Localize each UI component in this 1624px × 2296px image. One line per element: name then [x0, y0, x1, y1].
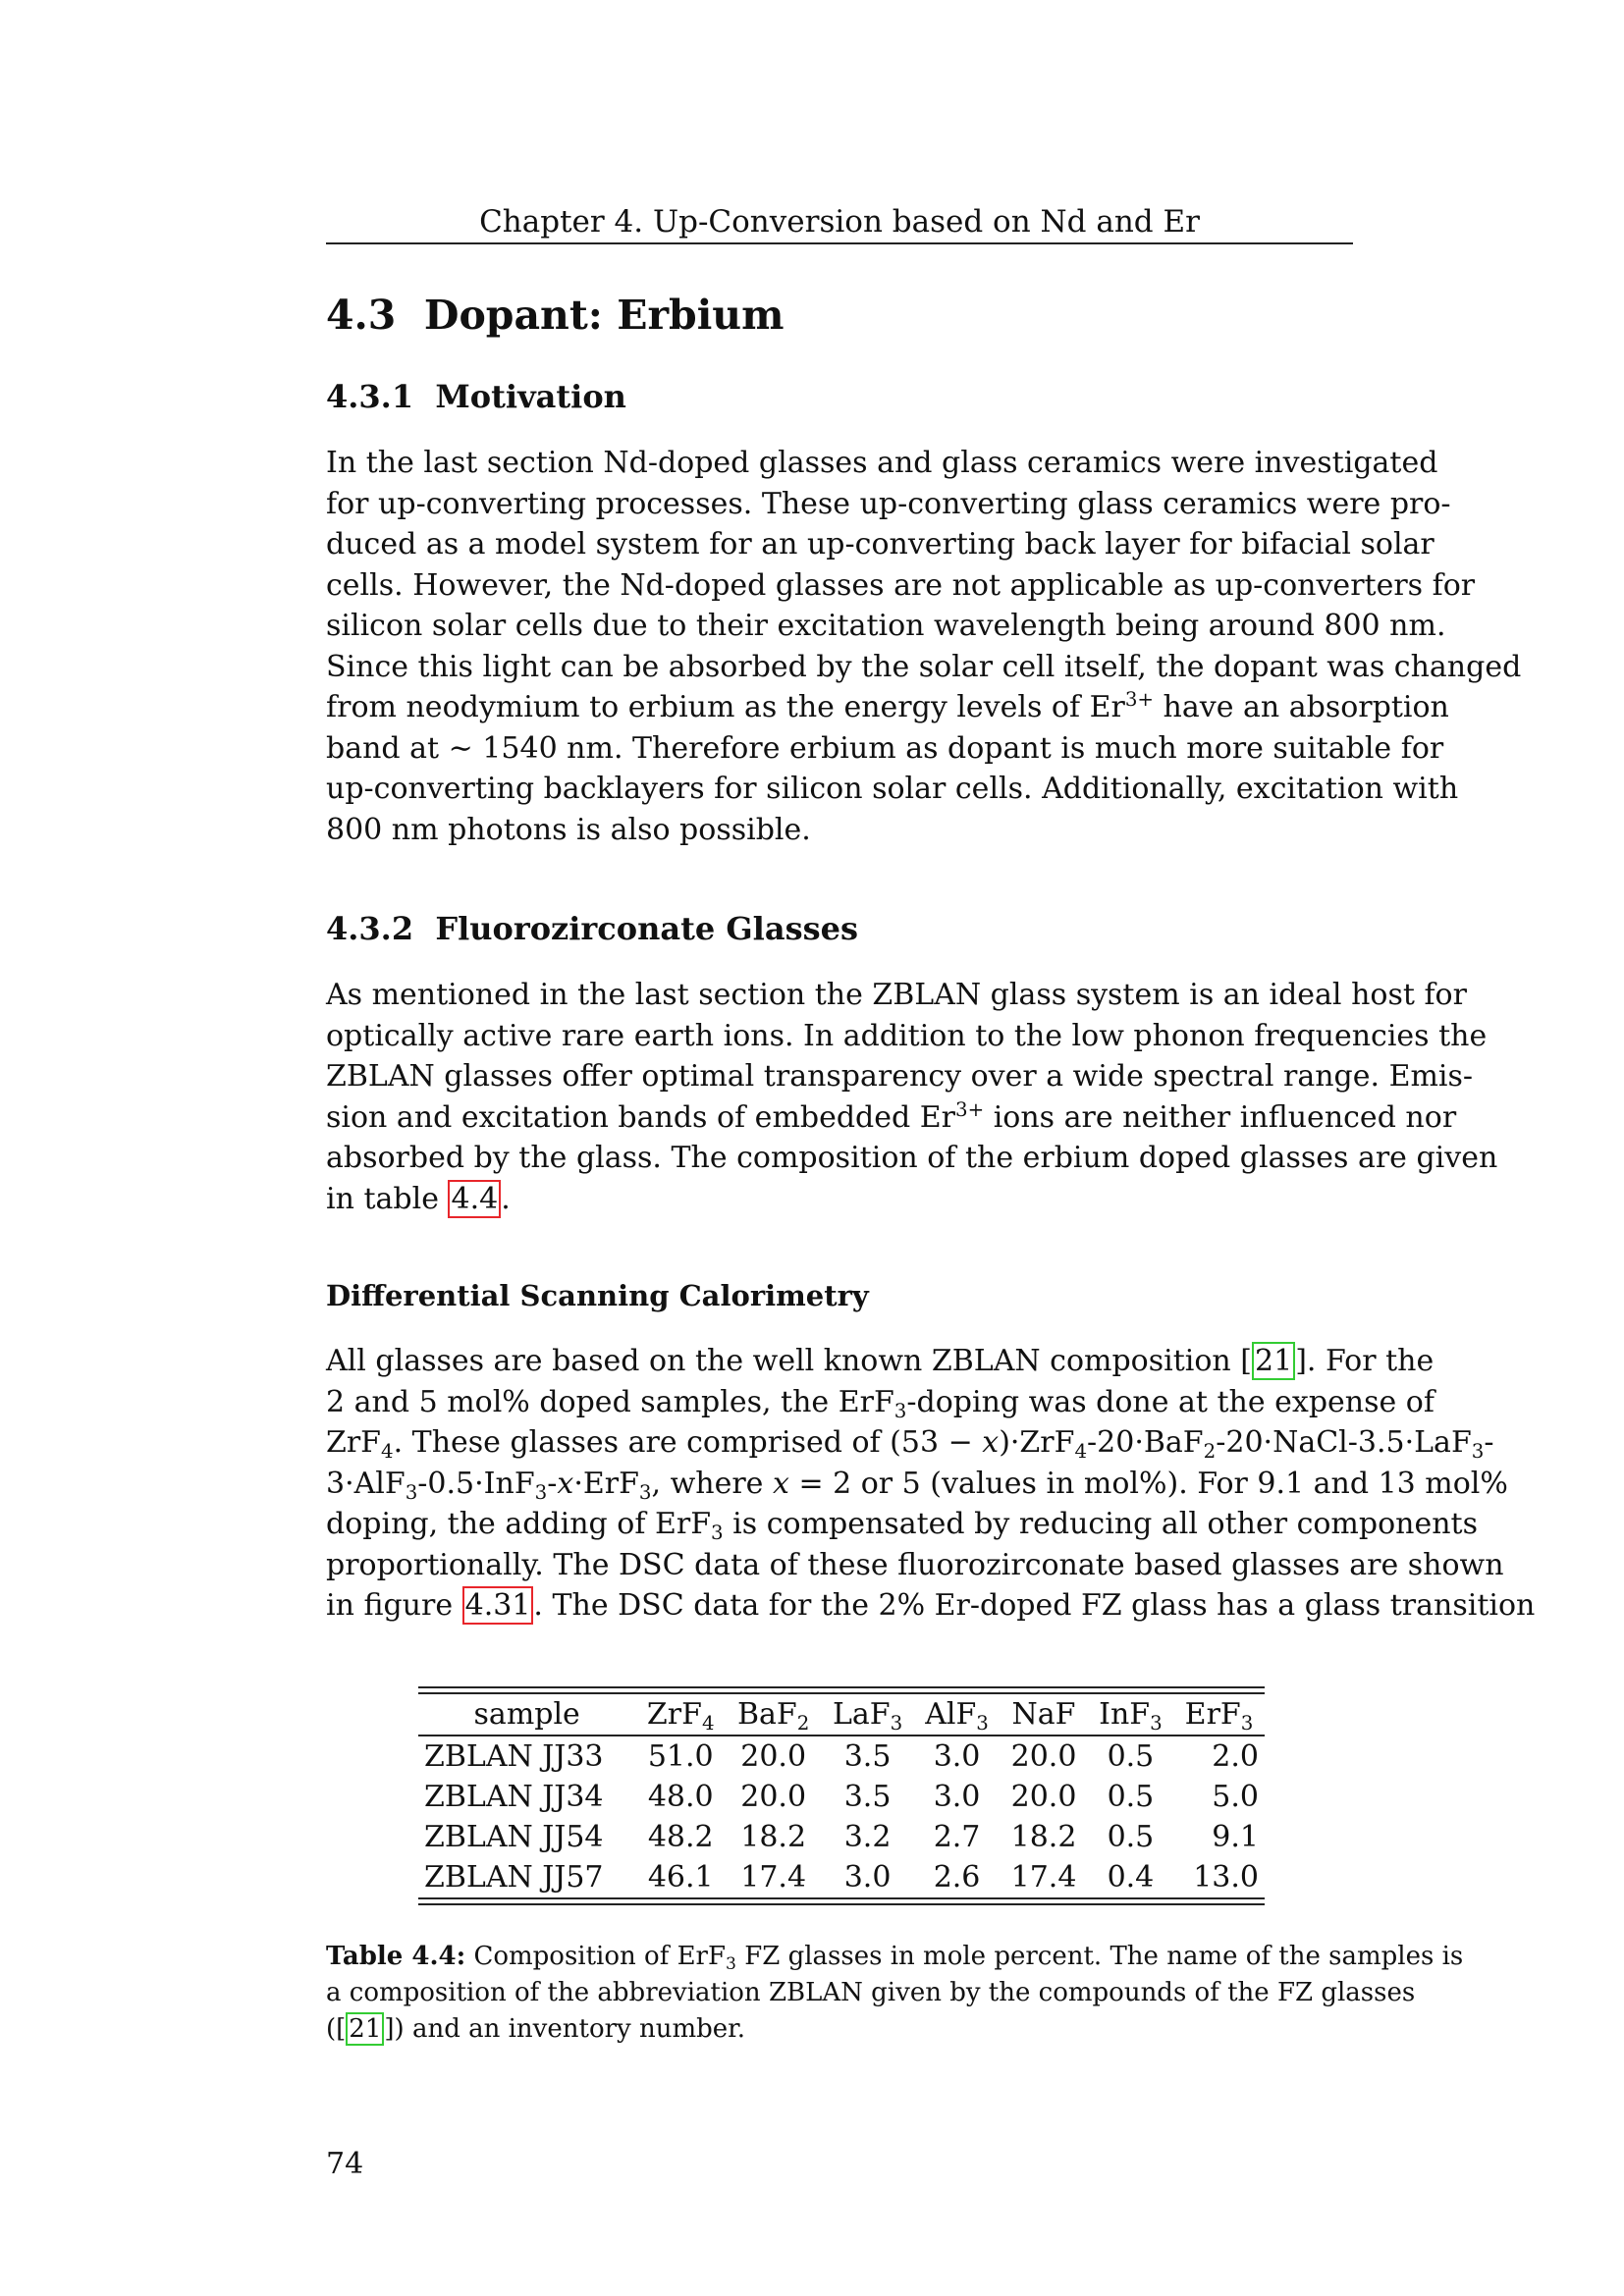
table-row — [418, 1777, 1265, 1817]
text-line: cells. However, the Nd-doped glasses are not applicable as up-converters for — [326, 567, 1476, 603]
citation-link[interactable]: 21 — [346, 2012, 384, 2046]
table-cell-sample: ZBLAN JJ54 — [424, 1820, 604, 1854]
text-line: In the last section Nd-doped glasses and glass ceramics were investigated — [326, 446, 1438, 480]
subsection-number: 4.3.1 — [326, 378, 414, 415]
table-cell-sample: ZBLAN JJ34 — [424, 1780, 604, 1814]
table-cell-value: 3.2 — [843, 1820, 892, 1854]
text-line: optically active rare earth ions. In addition to the low phonon frequencies the — [326, 1018, 1488, 1053]
subsection-number: 4.3.2 — [326, 910, 414, 947]
table-cell-sample: ZBLAN JJ33 — [424, 1739, 604, 1774]
table-cell-value: 0.5 — [1107, 1739, 1155, 1774]
text-line: Since this light can be absorbed by the solar cell itself, the dopant was changed — [326, 649, 1522, 684]
table-cell-value: 0.4 — [1107, 1860, 1155, 1895]
text-line: As mentioned in the last section the ZBLAN glass system is an ideal host for — [326, 978, 1467, 1012]
text-line: ZrF$_4$. These glasses are comprised of (53 − x)·ZrF$_4$-20·BaF$_2$-20·NaCl-3.5·LaF$_3$- — [326, 1425, 1494, 1463]
fz-paragraph — [326, 975, 1498, 1219]
table-cell-value: 3.0 — [933, 1780, 981, 1814]
table-cell-value: 51.0 — [647, 1739, 714, 1774]
caption-label: Table 4.4: — [326, 1942, 466, 1971]
column-header: ZrF$_4$ — [646, 1697, 715, 1735]
text-line: absorbed by the glass. The composition of the erbium doped glasses are given — [326, 1141, 1498, 1175]
text-line: from neodymium to erbium as the energy levels of $Er^{3+}$ have an absorption — [326, 688, 1449, 724]
table-cell-value: 2.0 — [1212, 1739, 1259, 1774]
subsection-heading: Motivation — [435, 378, 626, 415]
motivation-paragraph — [326, 443, 1522, 850]
text-line: 2 and 5 mol% doped samples, the ErF$_3$-doping was done at the expense of — [326, 1384, 1435, 1422]
caption-line: Table 4.4: Composition of ErF$_3$ FZ glasses in mole percent. The name of the samples is — [326, 1942, 1464, 1975]
table-cell-value: 3.5 — [843, 1739, 892, 1774]
text-line: sion and excitation bands of embedded $Er^{3+}$ ions are neither influenced nor — [326, 1097, 1457, 1135]
section-heading: Dopant: Erbium — [423, 292, 785, 339]
table-cell-value: 20.0 — [1010, 1780, 1077, 1814]
table-header-row — [418, 1694, 1265, 1735]
table-top-rule — [418, 1686, 1265, 1694]
column-header: InF$_3$ — [1099, 1697, 1163, 1735]
table-caption — [326, 1939, 1464, 2048]
table-cell-value: 18.2 — [1010, 1820, 1077, 1854]
column-header: LaF$_3$ — [832, 1697, 903, 1735]
text-line: ZBLAN glasses offer optimal transparency over a wide spectral range. Emis- — [326, 1059, 1474, 1094]
table-cell-value: 9.1 — [1212, 1820, 1259, 1854]
table-cell-value: 46.1 — [647, 1860, 714, 1895]
text-line: proportionally. The DSC data of these fluorozirconate based glasses are shown — [326, 1547, 1504, 1582]
text-line: in figure 4.31 . The DSC data for the 2% Er-doped FZ glass has a glass transition — [326, 1588, 1536, 1623]
text-line: 800 nm photons is also possible. — [326, 812, 811, 847]
table-cell-value: 18.2 — [740, 1820, 807, 1854]
column-header: AlF$_3$ — [925, 1697, 989, 1735]
page-number: 74 — [326, 2147, 364, 2181]
text-line: in table 4.4 . — [326, 1181, 511, 1216]
table-row — [418, 1735, 1265, 1777]
table-cell-value: 0.5 — [1107, 1780, 1155, 1814]
section-title — [326, 288, 784, 343]
table-cell-value: 3.0 — [843, 1860, 892, 1895]
table-reference-link[interactable]: 4.4 — [448, 1180, 501, 1218]
composition-table — [418, 1686, 1265, 1905]
column-header: sample — [473, 1697, 580, 1732]
subsection-heading: Fluorozirconate Glasses — [435, 910, 858, 947]
table-cell-value: 2.6 — [933, 1860, 981, 1895]
running-header: Chapter 4. Up-Conversion based on Nd and Er — [479, 204, 1200, 240]
table-cell-value: 48.0 — [647, 1780, 714, 1814]
column-header: BaF$_2$ — [736, 1697, 810, 1735]
text-line: duced as a model system for an up-converting back layer for bifacial solar — [326, 527, 1435, 561]
text-line: up-converting backlayers for silicon solar cells. Additionally, excitation with — [326, 772, 1459, 806]
dsc-paragraph — [326, 1341, 1536, 1627]
text-line: All glasses are based on the well known ZBLAN composition [ 21 ]. For the — [326, 1344, 1435, 1378]
text-line: doping, the adding of ErF$_3$ is compensated by reducing all other components — [326, 1507, 1478, 1544]
paragraph-title-dsc: Differential Scanning Calorimetry — [326, 1279, 869, 1312]
figure-reference-link[interactable]: 4.31 — [462, 1586, 534, 1625]
text-line: for up-converting processes. These up-converting glass ceramics were pro- — [326, 486, 1451, 521]
subsection-title-motivation — [326, 375, 626, 418]
text-line: band at ∼ 1540 nm. Therefore erbium as dopant is much more suitable for — [326, 730, 1444, 766]
caption-line: a composition of the abbreviation ZBLAN given by the compounds of the FZ glasses — [326, 1978, 1416, 2007]
table-cell-value: 5.0 — [1212, 1780, 1259, 1814]
composition-table-grid — [418, 1694, 1265, 1897]
table-cell-value: 17.4 — [740, 1860, 807, 1895]
subsection-title-fz — [326, 907, 858, 950]
citation-link[interactable]: 21 — [1252, 1342, 1295, 1380]
table-cell-value: 20.0 — [740, 1739, 807, 1774]
header-rule — [326, 242, 1353, 244]
table-cell-value: 20.0 — [1010, 1739, 1077, 1774]
table-bottom-rule — [418, 1897, 1265, 1905]
table-cell-sample: ZBLAN JJ57 — [424, 1860, 604, 1895]
text-line: 3·AlF$_3$-0.5·InF$_3$-x·ErF$_3$, where x = 2 or 5 (values in mol%). For 9.1 and 13 mol% — [326, 1466, 1508, 1504]
table-cell-value: 0.5 — [1107, 1820, 1155, 1854]
table-cell-value: 2.7 — [933, 1820, 981, 1854]
table-row — [418, 1817, 1265, 1857]
table-cell-value: 3.5 — [843, 1780, 892, 1814]
column-header: NaF — [1011, 1697, 1076, 1732]
table-cell-value: 3.0 — [933, 1739, 981, 1774]
table-cell-value: 17.4 — [1010, 1860, 1077, 1895]
table-row — [418, 1857, 1265, 1897]
table-cell-value: 48.2 — [647, 1820, 714, 1854]
section-number: 4.3 — [326, 292, 397, 339]
text-line: silicon solar cells due to their excitation wavelength being around 800 nm. — [326, 609, 1446, 643]
table-cell-value: 13.0 — [1193, 1860, 1259, 1895]
table-cell-value: 20.0 — [740, 1780, 807, 1814]
column-header: ErF$_3$ — [1184, 1697, 1254, 1735]
caption-line: ([ 21 ]) and an inventory number. — [326, 2014, 745, 2044]
